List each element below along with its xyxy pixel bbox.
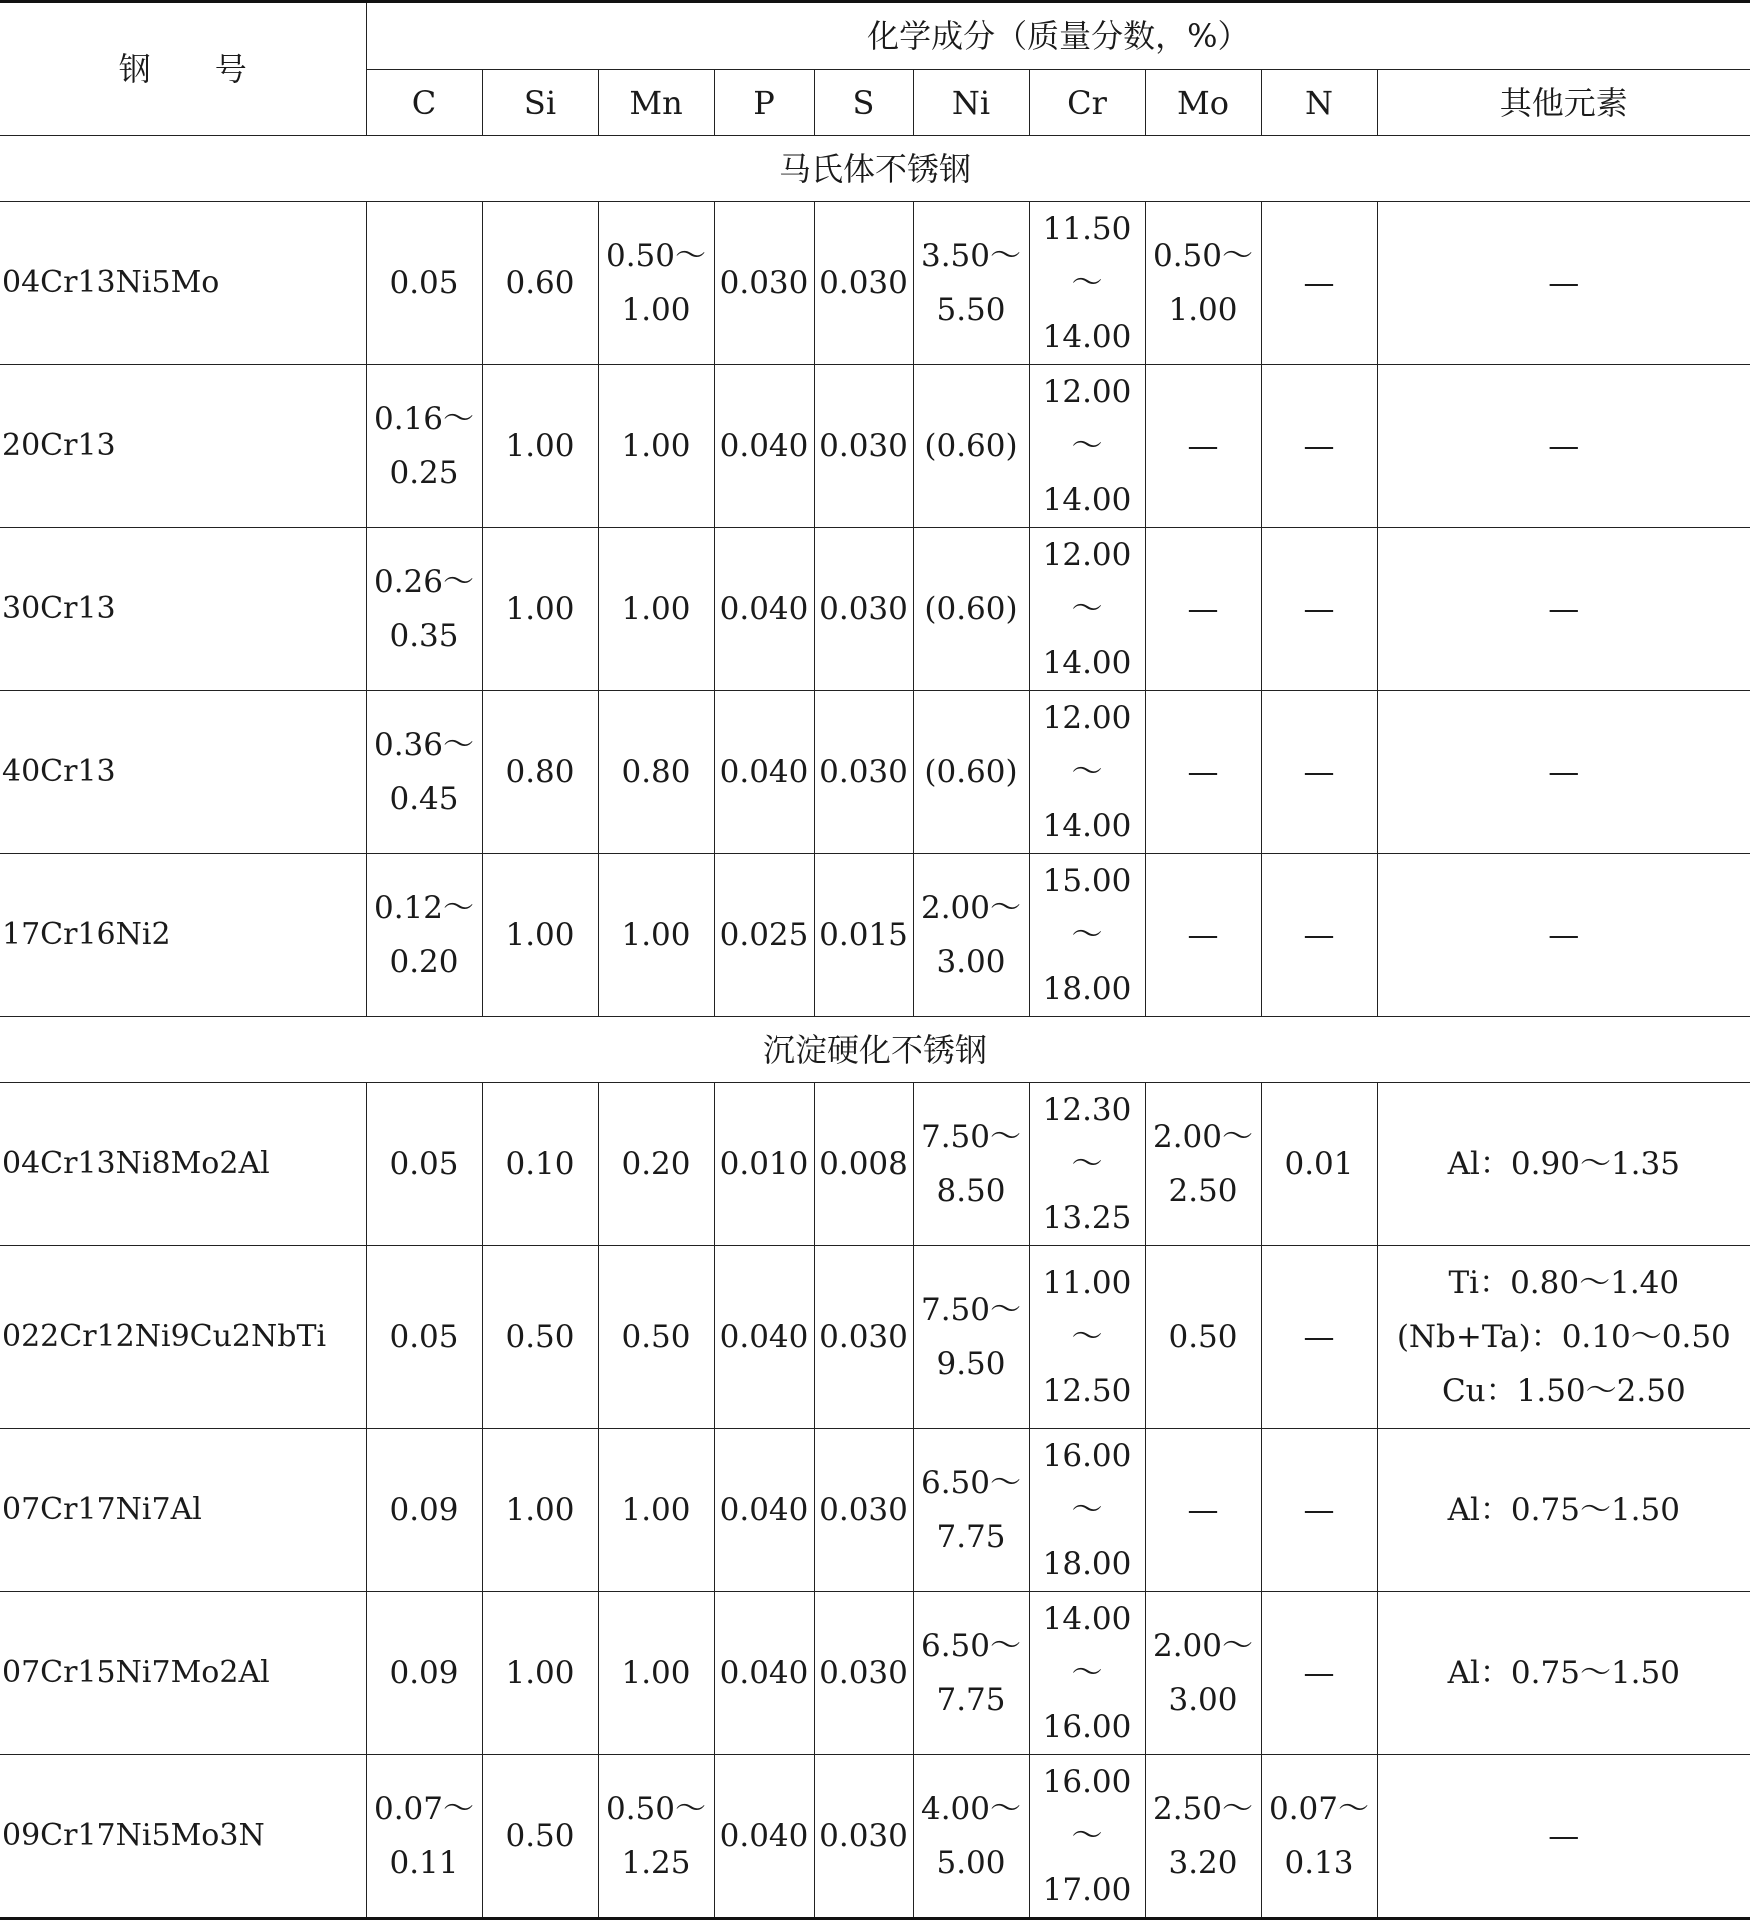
- cell-c: 0.07～ 0.11: [366, 1755, 482, 1919]
- cell-mo: —: [1145, 691, 1261, 854]
- cell-p: 0.040: [714, 691, 814, 854]
- cell-n: —: [1261, 854, 1377, 1017]
- cell-mo: 2.00～ 2.50: [1145, 1083, 1261, 1246]
- cell-p: 0.040: [714, 1755, 814, 1919]
- cell-si: 0.50: [482, 1755, 598, 1919]
- table-row: [0, 1592, 1750, 1755]
- cell-other: Al：0.90～1.35: [1377, 1083, 1750, 1246]
- steel-grade: 04Cr13Ni8Mo2Al: [0, 1083, 366, 1246]
- col-header-ni: Ni: [913, 70, 1029, 136]
- cell-c: 0.09: [366, 1429, 482, 1592]
- cell-ni: (0.60): [913, 528, 1029, 691]
- steel-grade: 09Cr17Ni5Mo3N: [0, 1755, 366, 1919]
- cell-mo: —: [1145, 528, 1261, 691]
- cell-s: 0.030: [814, 1246, 913, 1429]
- cell-s: 0.030: [814, 202, 913, 365]
- table-row: [0, 365, 1750, 528]
- cell-mn: 0.20: [598, 1083, 714, 1246]
- cell-p: 0.010: [714, 1083, 814, 1246]
- col-header-c: C: [366, 70, 482, 136]
- col-header-cr: Cr: [1029, 70, 1145, 136]
- cell-mn: 0.80: [598, 691, 714, 854]
- cell-c: 0.05: [366, 202, 482, 365]
- cell-c: 0.26～ 0.35: [366, 528, 482, 691]
- cell-ni: 6.50～ 7.75: [913, 1592, 1029, 1755]
- steel-grade: 40Cr13: [0, 691, 366, 854]
- steel-grade: 20Cr13: [0, 365, 366, 528]
- cell-c: 0.12～ 0.20: [366, 854, 482, 1017]
- cell-ni: 6.50～ 7.75: [913, 1429, 1029, 1592]
- cell-c: 0.16～ 0.25: [366, 365, 482, 528]
- cell-mn: 1.00: [598, 528, 714, 691]
- cell-ni: (0.60): [913, 691, 1029, 854]
- table-row: [0, 1083, 1750, 1246]
- cell-ni: 7.50～ 8.50: [913, 1083, 1029, 1246]
- cell-mn: 0.50～ 1.00: [598, 202, 714, 365]
- steel-grade: 022Cr12Ni9Cu2NbTi: [0, 1246, 366, 1429]
- cell-other: Al：0.75～1.50: [1377, 1429, 1750, 1592]
- table-row: [0, 1755, 1750, 1919]
- cell-p: 0.040: [714, 1592, 814, 1755]
- section-title: 马氏体不锈钢: [0, 136, 1750, 202]
- table-row: [0, 528, 1750, 691]
- cell-n: —: [1261, 202, 1377, 365]
- cell-cr: 11.00～ 12.50: [1029, 1246, 1145, 1429]
- cell-s: 0.030: [814, 528, 913, 691]
- cell-n: —: [1261, 528, 1377, 691]
- cell-n: 0.01: [1261, 1083, 1377, 1246]
- cell-p: 0.030: [714, 202, 814, 365]
- cell-ni: 4.00～ 5.00: [913, 1755, 1029, 1919]
- cell-p: 0.025: [714, 854, 814, 1017]
- cell-ni: 7.50～ 9.50: [913, 1246, 1029, 1429]
- cell-si: 0.80: [482, 691, 598, 854]
- cell-mo: 2.00～ 3.00: [1145, 1592, 1261, 1755]
- table-row: [0, 691, 1750, 854]
- col-header-n: N: [1261, 70, 1377, 136]
- cell-mn: 1.00: [598, 1592, 714, 1755]
- cell-p: 0.040: [714, 1246, 814, 1429]
- cell-n: —: [1261, 1592, 1377, 1755]
- cell-ni: 2.00～ 3.00: [913, 854, 1029, 1017]
- cell-cr: 16.00～ 17.00: [1029, 1755, 1145, 1919]
- cell-n: —: [1261, 691, 1377, 854]
- cell-other: —: [1377, 854, 1750, 1017]
- col-header-si: Si: [482, 70, 598, 136]
- cell-mn: 1.00: [598, 1429, 714, 1592]
- cell-n: —: [1261, 365, 1377, 528]
- cell-si: 1.00: [482, 365, 598, 528]
- cell-c: 0.05: [366, 1083, 482, 1246]
- cell-p: 0.040: [714, 365, 814, 528]
- cell-mn: 1.00: [598, 365, 714, 528]
- cell-mo: —: [1145, 1429, 1261, 1592]
- cell-cr: 12.30～ 13.25: [1029, 1083, 1145, 1246]
- cell-mo: —: [1145, 854, 1261, 1017]
- cell-p: 0.040: [714, 528, 814, 691]
- table-row: [0, 202, 1750, 365]
- cell-n: 0.07～ 0.13: [1261, 1755, 1377, 1919]
- cell-ni: (0.60): [913, 365, 1029, 528]
- table-header: [0, 2, 1750, 136]
- table-body: [0, 136, 1750, 1919]
- cell-c: 0.36～ 0.45: [366, 691, 482, 854]
- table-row: [0, 854, 1750, 1017]
- cell-other: Ti：0.80～1.40 (Nb+Ta)：0.10～0.50 Cu：1.50～2.50: [1377, 1246, 1750, 1429]
- cell-mo: —: [1145, 365, 1261, 528]
- cell-other: —: [1377, 202, 1750, 365]
- cell-cr: 12.00～ 14.00: [1029, 365, 1145, 528]
- cell-cr: 12.00～ 14.00: [1029, 691, 1145, 854]
- cell-s: 0.030: [814, 365, 913, 528]
- cell-si: 1.00: [482, 854, 598, 1017]
- steel-grade: 04Cr13Ni5Mo: [0, 202, 366, 365]
- cell-mn: 0.50～ 1.25: [598, 1755, 714, 1919]
- cell-p: 0.040: [714, 1429, 814, 1592]
- cell-cr: 14.00～ 16.00: [1029, 1592, 1145, 1755]
- col-header-s: S: [814, 70, 913, 136]
- cell-other: —: [1377, 528, 1750, 691]
- cell-mo: 2.50～ 3.20: [1145, 1755, 1261, 1919]
- table-row: [0, 1429, 1750, 1592]
- cell-other: —: [1377, 691, 1750, 854]
- cell-si: 0.60: [482, 202, 598, 365]
- table-row: [0, 1246, 1750, 1429]
- cell-c: 0.05: [366, 1246, 482, 1429]
- steel-grade: 17Cr16Ni2: [0, 854, 366, 1017]
- steel-no-header: 钢 号: [0, 2, 366, 136]
- cell-cr: 16.00～ 18.00: [1029, 1429, 1145, 1592]
- section-row: [0, 1017, 1750, 1083]
- cell-cr: 11.50～ 14.00: [1029, 202, 1145, 365]
- cell-si: 1.00: [482, 1429, 598, 1592]
- cell-s: 0.030: [814, 1755, 913, 1919]
- cell-si: 1.00: [482, 528, 598, 691]
- steel-grade: 07Cr15Ni7Mo2Al: [0, 1592, 366, 1755]
- col-header-other: 其他元素: [1377, 70, 1750, 136]
- steel-grade: 30Cr13: [0, 528, 366, 691]
- cell-s: 0.015: [814, 854, 913, 1017]
- cell-other: —: [1377, 365, 1750, 528]
- cell-mo: 0.50: [1145, 1246, 1261, 1429]
- cell-s: 0.030: [814, 1592, 913, 1755]
- section-title: 沉淀硬化不锈钢: [0, 1017, 1750, 1083]
- cell-si: 0.50: [482, 1246, 598, 1429]
- cell-other: —: [1377, 1755, 1750, 1919]
- cell-n: —: [1261, 1246, 1377, 1429]
- steel-grade: 07Cr17Ni7Al: [0, 1429, 366, 1592]
- section-row: [0, 136, 1750, 202]
- cell-mn: 0.50: [598, 1246, 714, 1429]
- cell-n: —: [1261, 1429, 1377, 1592]
- col-header-mn: Mn: [598, 70, 714, 136]
- col-header-p: P: [714, 70, 814, 136]
- cell-s: 0.008: [814, 1083, 913, 1246]
- cell-si: 1.00: [482, 1592, 598, 1755]
- cell-other: Al：0.75～1.50: [1377, 1592, 1750, 1755]
- composition-header: 化学成分（质量分数，%）: [366, 2, 1750, 70]
- cell-cr: 15.00～ 18.00: [1029, 854, 1145, 1017]
- cell-mo: 0.50～ 1.00: [1145, 202, 1261, 365]
- cell-s: 0.030: [814, 1429, 913, 1592]
- cell-cr: 12.00～ 14.00: [1029, 528, 1145, 691]
- col-header-mo: Mo: [1145, 70, 1261, 136]
- cell-mn: 1.00: [598, 854, 714, 1017]
- cell-s: 0.030: [814, 691, 913, 854]
- cell-ni: 3.50～ 5.50: [913, 202, 1029, 365]
- cell-c: 0.09: [366, 1592, 482, 1755]
- cell-si: 0.10: [482, 1083, 598, 1246]
